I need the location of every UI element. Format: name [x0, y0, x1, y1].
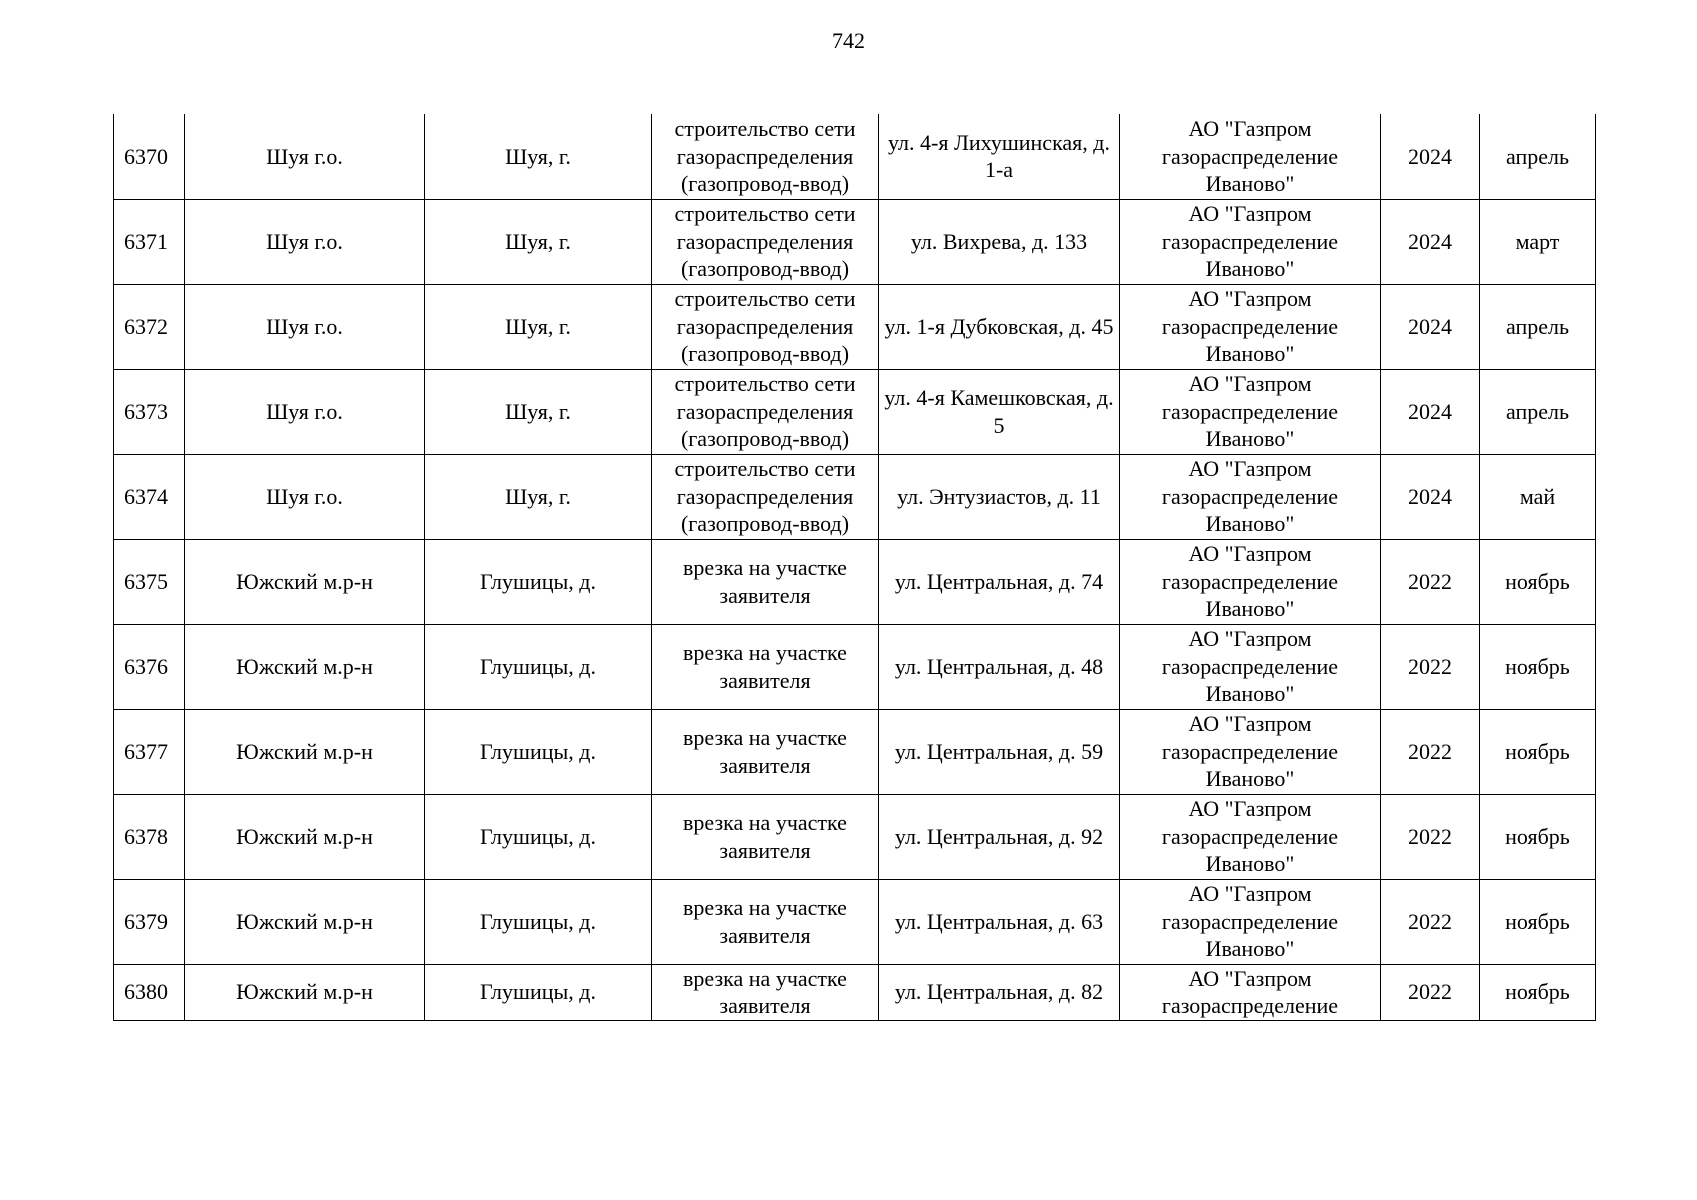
cell-year-text: 2022 [1408, 823, 1452, 849]
cell-locality [425, 114, 652, 199]
page-number: 742 [832, 28, 865, 53]
cell-locality [425, 709, 652, 794]
cell-address-text: ул. Центральная, д. 82 [894, 979, 1104, 1005]
cell-municipality [185, 879, 425, 964]
cell-organization [1120, 284, 1381, 369]
cell-number-text: 6379 [124, 908, 168, 934]
cell-year-text: 2024 [1408, 143, 1452, 169]
cell-locality-text: Глушицы, д. [479, 568, 596, 594]
cell-work-type [652, 624, 879, 709]
cell-locality [425, 964, 652, 1020]
cell-work-type [652, 879, 879, 964]
cell-month-text: май [1519, 483, 1556, 509]
cell-number [114, 284, 185, 369]
cell-municipality-text: Южский м.р-н [236, 653, 373, 679]
cell-year [1381, 539, 1480, 624]
cell-address [879, 369, 1120, 454]
cell-municipality-text: Шуя г.о. [266, 143, 343, 169]
cell-month-text: апрель [1505, 398, 1570, 424]
cell-number-text: 6374 [124, 483, 168, 509]
cell-work-type [652, 964, 879, 1020]
cell-work-type-text: врезка на участке заявителя [683, 555, 847, 608]
cell-work-type-text: врезка на участке заявителя [683, 965, 847, 1018]
table-row [114, 964, 1596, 1020]
cell-year-text: 2022 [1408, 738, 1452, 764]
cell-organization [1120, 709, 1381, 794]
cell-year-text: 2024 [1408, 228, 1452, 254]
cell-municipality-text: Шуя г.о. [266, 313, 343, 339]
cell-number-text: 6378 [124, 823, 168, 849]
cell-month [1480, 454, 1596, 539]
cell-year-text: 2022 [1408, 908, 1452, 934]
cell-work-type-text: строительство сети газораспределения (газопровод-ввод) [674, 456, 856, 537]
table-body [114, 114, 1596, 1020]
cell-number [114, 794, 185, 879]
cell-year [1381, 794, 1480, 879]
cell-work-type [652, 794, 879, 879]
cell-organization-text: АО "Газпром газораспределение Иваново" [1161, 371, 1339, 452]
cell-month [1480, 964, 1596, 1020]
cell-number-text: 6370 [124, 143, 168, 169]
cell-work-type [652, 454, 879, 539]
cell-address [879, 794, 1120, 879]
cell-municipality-text: Южский м.р-н [236, 823, 373, 849]
table-row [114, 114, 1596, 199]
cell-number [114, 964, 185, 1020]
cell-locality [425, 454, 652, 539]
cell-organization-text: АО "Газпром газораспределение Иваново" [1161, 286, 1339, 367]
cell-address [879, 539, 1120, 624]
cell-number-text: 6373 [124, 398, 168, 424]
cell-locality [425, 539, 652, 624]
cell-locality-text: Глушицы, д. [479, 653, 596, 679]
cell-month [1480, 284, 1596, 369]
cell-number [114, 454, 185, 539]
cell-number [114, 114, 185, 199]
cell-number [114, 879, 185, 964]
cell-municipality [185, 114, 425, 199]
cell-municipality [185, 794, 425, 879]
cell-number-text: 6371 [124, 228, 168, 254]
cell-municipality-text: Шуя г.о. [266, 398, 343, 424]
cell-municipality [185, 964, 425, 1020]
table-row [114, 284, 1596, 369]
cell-work-type [652, 539, 879, 624]
cell-work-type [652, 369, 879, 454]
cell-address [879, 624, 1120, 709]
cell-locality-text: Шуя, г. [505, 483, 571, 509]
cell-organization [1120, 369, 1381, 454]
cell-month-text: апрель [1505, 143, 1570, 169]
cell-month [1480, 624, 1596, 709]
cell-year [1381, 284, 1480, 369]
cell-organization-text: АО "Газпром газораспределение Иваново" [1161, 456, 1339, 537]
cell-month [1480, 114, 1596, 199]
gas-connection-table [113, 114, 1596, 1021]
cell-month-text: ноябрь [1505, 653, 1570, 679]
cell-organization-text: АО "Газпром газораспределение Иваново" [1161, 541, 1339, 622]
cell-locality [425, 624, 652, 709]
cell-municipality [185, 284, 425, 369]
cell-locality [425, 284, 652, 369]
cell-number [114, 369, 185, 454]
cell-year [1381, 964, 1480, 1020]
cell-municipality-text: Южский м.р-н [236, 979, 373, 1005]
cell-address [879, 964, 1120, 1020]
cell-municipality-text: Южский м.р-н [236, 738, 373, 764]
cell-locality-text: Шуя, г. [505, 228, 571, 254]
cell-locality-text: Глушицы, д. [479, 823, 596, 849]
cell-organization-text: АО "Газпром газораспределение Иваново" [1161, 796, 1339, 877]
cell-work-type [652, 114, 879, 199]
table-row [114, 199, 1596, 284]
cell-address [879, 454, 1120, 539]
cell-month [1480, 369, 1596, 454]
table-row [114, 709, 1596, 794]
cell-address-text: ул. Центральная, д. 92 [894, 823, 1104, 849]
cell-organization [1120, 114, 1381, 199]
cell-work-type-text: строительство сети газораспределения (газопровод-ввод) [674, 201, 856, 282]
cell-address-text: ул. Центральная, д. 59 [894, 738, 1104, 764]
cell-organization-text: АО "Газпром газораспределение [1161, 965, 1339, 1018]
cell-locality-text: Глушицы, д. [479, 979, 596, 1005]
cell-address [879, 199, 1120, 284]
cell-month-text: апрель [1505, 313, 1570, 339]
cell-work-type-text: врезка на участке заявителя [683, 810, 847, 863]
cell-month [1480, 879, 1596, 964]
cell-year [1381, 199, 1480, 284]
cell-municipality [185, 454, 425, 539]
cell-number-text: 6380 [124, 979, 168, 1005]
cell-organization-text: АО "Газпром газораспределение Иваново" [1161, 711, 1339, 792]
cell-year-text: 2024 [1408, 483, 1452, 509]
cell-month-text: ноябрь [1505, 908, 1570, 934]
cell-month-text: ноябрь [1505, 738, 1570, 764]
cell-locality [425, 794, 652, 879]
cell-organization [1120, 624, 1381, 709]
cell-organization [1120, 964, 1381, 1020]
table-row [114, 624, 1596, 709]
cell-address [879, 879, 1120, 964]
cell-address-text: ул. Центральная, д. 48 [894, 653, 1104, 679]
cell-number [114, 624, 185, 709]
cell-organization-text: АО "Газпром газораспределение Иваново" [1161, 626, 1339, 707]
cell-year-text: 2022 [1408, 568, 1452, 594]
cell-address-text: ул. 4-я Лихушинская, д. 1-а [888, 129, 1110, 183]
cell-organization-text: АО "Газпром газораспределение Иваново" [1161, 201, 1339, 282]
table-row [114, 879, 1596, 964]
cell-locality-text: Шуя, г. [505, 143, 571, 169]
cell-locality-text: Глушицы, д. [479, 908, 596, 934]
cell-work-type-text: строительство сети газораспределения (газопровод-ввод) [674, 371, 856, 452]
cell-work-type-text: врезка на участке заявителя [683, 640, 847, 693]
cell-month [1480, 199, 1596, 284]
cell-address-text: ул. 1-я Дубковская, д. 45 [884, 313, 1114, 339]
cell-locality [425, 369, 652, 454]
cell-month-text: ноябрь [1505, 823, 1570, 849]
cell-locality [425, 199, 652, 284]
cell-work-type-text: врезка на участке заявителя [683, 895, 847, 948]
cell-work-type [652, 709, 879, 794]
cell-address-text: ул. Энтузиастов, д. 11 [897, 483, 1101, 509]
cell-number-text: 6375 [124, 568, 168, 594]
cell-municipality [185, 199, 425, 284]
cell-month-text: ноябрь [1505, 979, 1570, 1005]
cell-number [114, 709, 185, 794]
cell-year-text: 2024 [1408, 398, 1452, 424]
data-table [113, 114, 1596, 1021]
cell-organization [1120, 199, 1381, 284]
cell-organization [1120, 539, 1381, 624]
cell-municipality-text: Южский м.р-н [236, 568, 373, 594]
table-row [114, 794, 1596, 879]
cell-municipality-text: Шуя г.о. [266, 483, 343, 509]
cell-work-type-text: строительство сети газораспределения (газопровод-ввод) [674, 116, 856, 196]
cell-municipality [185, 539, 425, 624]
cell-number [114, 539, 185, 624]
cell-organization-text: АО "Газпром газораспределение Иваново" [1161, 881, 1339, 962]
cell-month [1480, 709, 1596, 794]
cell-organization [1120, 879, 1381, 964]
table-row [114, 369, 1596, 454]
cell-address-text: ул. Центральная, д. 74 [894, 568, 1104, 594]
cell-year-text: 2022 [1408, 653, 1452, 679]
cell-address-text: ул. Центральная, д. 63 [894, 908, 1104, 934]
cell-work-type [652, 199, 879, 284]
cell-address [879, 114, 1120, 199]
cell-year [1381, 879, 1480, 964]
cell-municipality [185, 624, 425, 709]
table-row [114, 454, 1596, 539]
cell-work-type-text: строительство сети газораспределения (газопровод-ввод) [674, 286, 856, 367]
cell-municipality-text: Шуя г.о. [266, 228, 343, 254]
cell-address-text: ул. Вихрева, д. 133 [910, 228, 1088, 254]
cell-locality-text: Шуя, г. [505, 398, 571, 424]
cell-municipality [185, 709, 425, 794]
cell-year-text: 2024 [1408, 313, 1452, 339]
cell-work-type-text: врезка на участке заявителя [683, 725, 847, 778]
cell-month-text: ноябрь [1505, 568, 1570, 594]
cell-municipality-text: Южский м.р-н [236, 908, 373, 934]
cell-number-text: 6372 [124, 313, 168, 339]
cell-year [1381, 709, 1480, 794]
cell-year [1381, 114, 1480, 199]
cell-municipality [185, 369, 425, 454]
cell-month [1480, 539, 1596, 624]
cell-locality [425, 879, 652, 964]
cell-work-type [652, 284, 879, 369]
cell-address [879, 284, 1120, 369]
cell-organization [1120, 794, 1381, 879]
cell-organization [1120, 454, 1381, 539]
cell-month-text: март [1515, 228, 1560, 254]
table-row [114, 539, 1596, 624]
cell-number-text: 6376 [124, 653, 168, 679]
cell-year-text: 2022 [1408, 979, 1452, 1005]
cell-locality-text: Шуя, г. [505, 313, 571, 339]
cell-organization-text: АО "Газпром газораспределение Иваново" [1161, 116, 1339, 196]
cell-number-text: 6377 [124, 738, 168, 764]
cell-month [1480, 794, 1596, 879]
cell-address-text: ул. 4-я Камешковская, д. 5 [884, 385, 1114, 438]
cell-locality-text: Глушицы, д. [479, 738, 596, 764]
cell-year [1381, 624, 1480, 709]
cell-year [1381, 369, 1480, 454]
cell-address [879, 709, 1120, 794]
cell-number [114, 199, 185, 284]
cell-year [1381, 454, 1480, 539]
